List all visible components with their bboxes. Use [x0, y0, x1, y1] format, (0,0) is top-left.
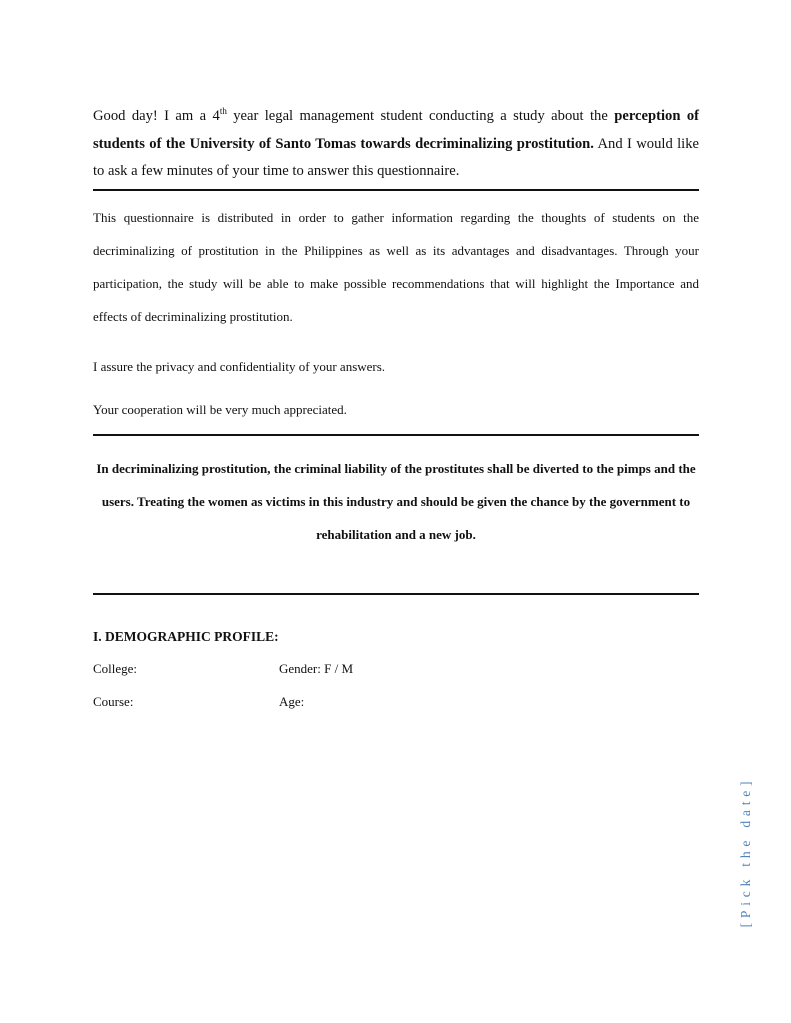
cooperation-statement: Your cooperation will be very much appreciated.	[93, 402, 347, 417]
divider-3	[93, 593, 699, 595]
divider-2	[93, 434, 699, 436]
date-placeholder-text: [Pick the date]	[738, 776, 753, 928]
decriminalization-notice: In decriminalizing prostitution, the criminal liability of the prostitutes shall be diverted to the pimps and the users. Treating the women as victims in this industry and should be given the chance by the government to rehabilitation and a new job.	[96, 461, 696, 542]
intro-ordinal-suffix: th	[219, 106, 227, 116]
section-title-demographic: I. DEMOGRAPHIC PROFILE:	[93, 629, 279, 644]
divider-1	[93, 189, 699, 191]
course-field-label: Course:	[93, 694, 134, 709]
college-field-label: College:	[93, 661, 138, 676]
privacy-statement: I assure the privacy and confidentiality of your answers.	[93, 359, 386, 374]
intro-text-end: And I would like to ask a few minutes of your time to answer this questionnaire.	[93, 135, 699, 179]
intro-paragraph	[93, 103, 699, 186]
intro-text-start: Good day! I am a 4	[93, 108, 220, 124]
gender-field-label: Gender: F / M	[279, 661, 354, 676]
purpose-paragraph: This questionnaire is distributed in order to gather information regarding the thoughts of students on the decriminalizing of prostitution in the Philippines as well as its advantages and disadvantages. Through your participation, the study will be able to make possible recommendations that will highlight the Importance and effects of decriminalizing prostitution.	[93, 210, 699, 324]
study-topic: perception of students of the University of Santo Tomas towards decriminalizing prostitution.	[93, 108, 699, 152]
age-field-label: Age:	[279, 694, 305, 709]
date-picker-placeholder[interactable]	[736, 776, 756, 928]
intro-text-middle: year legal management student conducting a study about the	[226, 108, 615, 124]
